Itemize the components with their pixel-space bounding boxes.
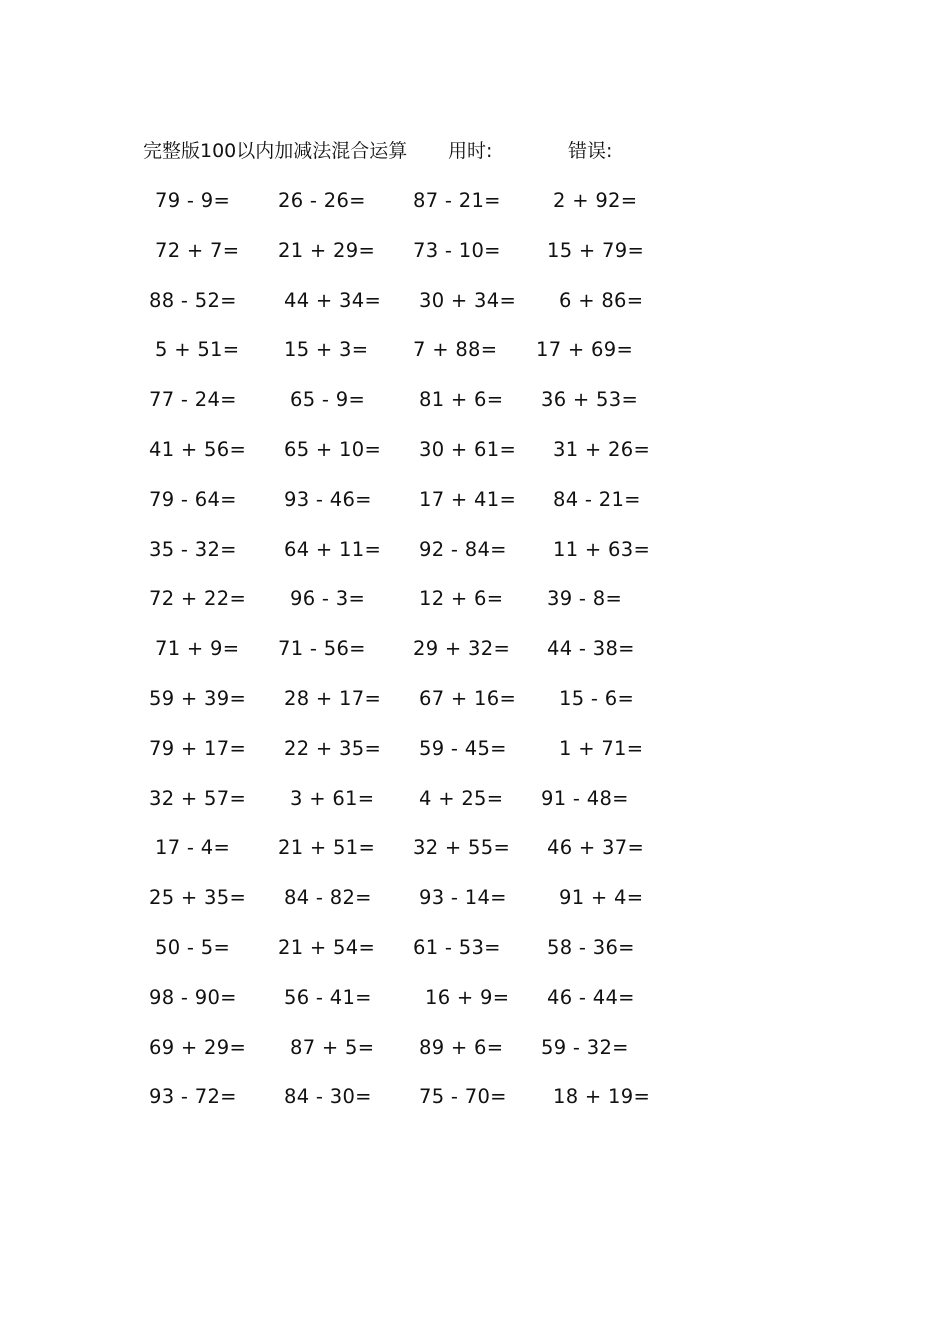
problem-row	[0, 784, 950, 814]
arithmetic-problem: 21 + 29=	[278, 238, 376, 262]
problem-row	[0, 535, 950, 565]
problem-row	[0, 485, 950, 515]
arithmetic-problem: 46 + 37=	[547, 836, 645, 860]
arithmetic-problem: 81 + 6=	[419, 388, 504, 412]
arithmetic-problem: 89 + 6=	[419, 1035, 504, 1059]
arithmetic-problem: 98 - 90=	[149, 985, 237, 1009]
arithmetic-problem: 79 + 17=	[149, 736, 247, 760]
arithmetic-problem: 71 - 56=	[278, 637, 366, 661]
arithmetic-problem: 32 + 55=	[413, 836, 511, 860]
worksheet-title: 完整版100以内加减法混合运算	[143, 140, 408, 162]
arithmetic-problem: 28 + 17=	[284, 687, 382, 710]
problem-row	[0, 435, 950, 465]
arithmetic-problem: 67 + 16=	[419, 687, 517, 710]
arithmetic-problem: 11 + 63=	[553, 537, 651, 561]
arithmetic-problem: 65 + 10=	[284, 438, 382, 461]
arithmetic-problem: 93 - 14=	[419, 886, 507, 910]
arithmetic-problem: 15 + 3=	[284, 338, 369, 362]
problem-row	[0, 684, 950, 714]
arithmetic-problem: 56 - 41=	[284, 985, 372, 1009]
arithmetic-problem: 44 + 34=	[284, 288, 382, 312]
arithmetic-problem: 7 + 88=	[413, 338, 498, 362]
arithmetic-problem: 18 + 19=	[553, 1085, 651, 1109]
problem-row	[0, 933, 950, 963]
arithmetic-problem: 73 - 10=	[413, 238, 501, 262]
arithmetic-problem: 17 + 41=	[419, 487, 517, 511]
time-label: 用时:	[448, 140, 493, 162]
problem-row	[0, 286, 950, 316]
arithmetic-problem: 84 - 82=	[284, 886, 372, 910]
arithmetic-problem: 50 - 5=	[155, 936, 231, 959]
arithmetic-problem: 61 - 53=	[413, 936, 501, 959]
arithmetic-problem: 2 + 92=	[553, 189, 638, 212]
problem-row	[0, 335, 950, 365]
arithmetic-problem: 35 - 32=	[149, 537, 237, 561]
arithmetic-problem: 96 - 3=	[290, 587, 366, 611]
arithmetic-problem: 15 + 79=	[547, 238, 645, 262]
arithmetic-problem: 15 - 6=	[559, 687, 635, 710]
arithmetic-problem: 21 + 54=	[278, 936, 376, 959]
arithmetic-problem: 84 - 30=	[284, 1085, 372, 1109]
arithmetic-problem: 59 - 45=	[419, 736, 507, 760]
arithmetic-problem: 65 - 9=	[290, 388, 366, 412]
arithmetic-problem: 91 - 48=	[541, 786, 629, 810]
arithmetic-problem: 58 - 36=	[547, 936, 635, 959]
arithmetic-problem: 17 + 69=	[536, 338, 634, 362]
arithmetic-problem: 64 + 11=	[284, 537, 382, 561]
arithmetic-problem: 93 - 46=	[284, 487, 372, 511]
arithmetic-problem: 88 - 52=	[149, 288, 237, 312]
arithmetic-problem: 93 - 72=	[149, 1085, 237, 1109]
problem-row	[0, 983, 950, 1013]
arithmetic-problem: 32 + 57=	[149, 786, 247, 810]
arithmetic-problem: 69 + 29=	[149, 1035, 247, 1059]
arithmetic-problem: 29 + 32=	[413, 637, 511, 661]
arithmetic-problem: 39 - 8=	[547, 587, 623, 611]
arithmetic-problem: 92 - 84=	[419, 537, 507, 561]
errors-label: 错误:	[568, 140, 613, 162]
arithmetic-problem: 26 - 26=	[278, 189, 366, 212]
arithmetic-problem: 59 + 39=	[149, 687, 247, 710]
arithmetic-problem: 36 + 53=	[541, 388, 639, 412]
arithmetic-problem: 77 - 24=	[149, 388, 237, 412]
arithmetic-problem: 72 + 22=	[149, 587, 247, 611]
arithmetic-problem: 25 + 35=	[149, 886, 247, 910]
arithmetic-problem: 79 - 64=	[149, 487, 237, 511]
arithmetic-problem: 84 - 21=	[553, 487, 641, 511]
arithmetic-problem: 91 + 4=	[559, 886, 644, 910]
problem-row	[0, 385, 950, 415]
arithmetic-problem: 30 + 34=	[419, 288, 517, 312]
arithmetic-problem: 30 + 61=	[419, 438, 517, 461]
arithmetic-problem: 3 + 61=	[290, 786, 375, 810]
arithmetic-problem: 79 - 9=	[155, 189, 231, 212]
arithmetic-problem: 75 - 70=	[419, 1085, 507, 1109]
arithmetic-problem: 46 - 44=	[547, 985, 635, 1009]
arithmetic-problem: 71 + 9=	[155, 637, 240, 661]
arithmetic-problem: 87 - 21=	[413, 189, 501, 212]
problem-row	[0, 833, 950, 863]
problem-row	[0, 1082, 950, 1112]
arithmetic-problem: 21 + 51=	[278, 836, 376, 860]
arithmetic-problem: 1 + 71=	[559, 736, 644, 760]
arithmetic-problem: 87 + 5=	[290, 1035, 375, 1059]
problem-row	[0, 1033, 950, 1063]
arithmetic-problem: 16 + 9=	[425, 985, 510, 1009]
problem-row	[0, 883, 950, 913]
problem-row	[0, 584, 950, 614]
arithmetic-problem: 22 + 35=	[284, 736, 382, 760]
problem-row	[0, 186, 950, 216]
arithmetic-problem: 59 - 32=	[541, 1035, 629, 1059]
arithmetic-problem: 5 + 51=	[155, 338, 240, 362]
arithmetic-problem: 44 - 38=	[547, 637, 635, 661]
arithmetic-problem: 4 + 25=	[419, 786, 504, 810]
arithmetic-problem: 72 + 7=	[155, 238, 240, 262]
problem-row	[0, 734, 950, 764]
arithmetic-problem: 12 + 6=	[419, 587, 504, 611]
arithmetic-problem: 41 + 56=	[149, 438, 247, 461]
arithmetic-problem: 6 + 86=	[559, 288, 644, 312]
problem-row	[0, 236, 950, 266]
arithmetic-problem: 31 + 26=	[553, 438, 651, 461]
arithmetic-problem: 17 - 4=	[155, 836, 231, 860]
problem-row	[0, 634, 950, 664]
